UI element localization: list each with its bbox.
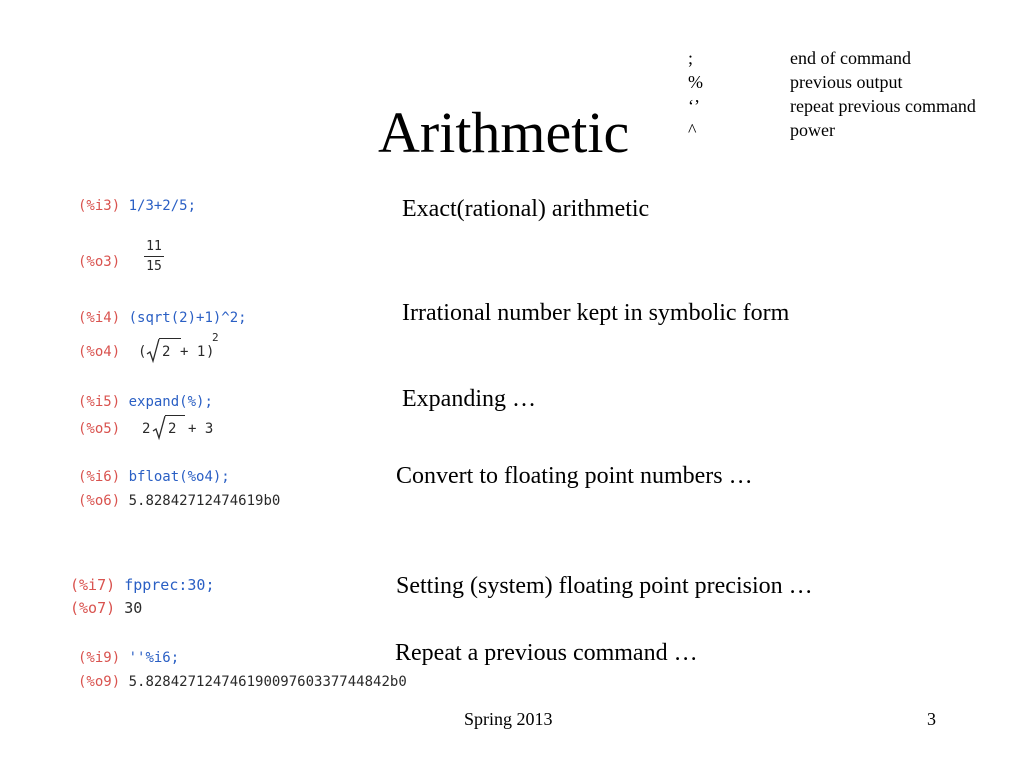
note-convert-float: Convert to floating point numbers … [396,463,753,489]
output-label: (%o4) [78,344,121,360]
output-close-paren: ) [206,344,215,360]
input-command: (sqrt(2)+1)^2; [128,310,247,326]
slide-title: Arithmetic [378,100,630,165]
maxima-input-i4 [78,309,247,327]
fraction-numerator: 11 [146,239,162,254]
page-number: 3 [927,709,936,729]
maxima-input-i5 [78,393,213,411]
output-value: 5.82842712474619b0 [128,493,281,509]
input-command: ''%i6; [128,650,180,666]
output-value: 30 [124,599,143,617]
maxima-output-o9 [78,673,407,691]
maxima-output-o3 [78,253,120,271]
input-command: 1/3+2/5; [128,198,197,214]
note-repeat-command: Repeat a previous command … [395,640,698,666]
output-term: + 1 [180,344,206,360]
legend-symbol: ‘’ [688,96,700,116]
fraction-bar [144,256,164,257]
output-label: (%o7) [70,599,116,617]
output-coefficient: 2 [142,421,151,437]
maxima-output-o7 [70,599,142,617]
input-label: (%i4) [78,310,121,326]
legend-symbol: ^ [688,120,697,140]
legend-description: power [790,120,835,140]
square-root-icon [146,338,160,364]
output-open-paren: ( [138,344,147,360]
maxima-output-o4 [78,343,120,361]
radicand: 2 [168,421,177,437]
maxima-output-o5 [78,420,120,438]
fraction-output [144,239,164,275]
note-irrational: Irrational number kept in symbolic form [402,300,790,326]
legend-symbol: ; [688,48,694,68]
maxima-input-i6 [78,468,230,486]
output-term: + 3 [188,421,214,437]
maxima-input-i3 [78,197,196,215]
maxima-output-o6 [78,492,280,510]
input-command: expand(%); [128,394,213,410]
output-label: (%o5) [78,421,121,437]
output-label: (%o9) [78,674,121,690]
input-label: (%i9) [78,650,121,666]
maxima-input-i9 [78,649,179,667]
input-label: (%i5) [78,394,121,410]
fraction-denominator: 15 [146,259,162,274]
output-label: (%o3) [78,254,121,270]
output-label: (%o6) [78,493,121,509]
input-label: (%i7) [70,576,116,594]
input-label: (%i6) [78,469,121,485]
input-label: (%i3) [78,198,121,214]
legend-description: previous output [790,72,903,92]
note-exact-arithmetic: Exact(rational) arithmetic [402,196,650,222]
footer-text: Spring 2013 [464,709,553,729]
radical-bar [159,338,181,339]
output-exponent: 2 [212,331,219,344]
legend-description: end of command [790,48,911,68]
legend-description: repeat previous command [790,96,976,116]
input-command: fpprec:30; [124,576,215,594]
output-value: 5.82842712474619009760337744842b0 [128,674,407,690]
note-expanding: Expanding … [402,386,536,412]
legend-symbol: % [688,72,703,92]
radicand: 2 [162,344,171,360]
note-precision: Setting (system) floating point precision … [396,573,813,599]
input-command: bfloat(%o4); [128,469,230,485]
radical-bar [165,415,185,416]
square-root-icon [152,415,166,441]
maxima-input-i7 [70,576,215,594]
